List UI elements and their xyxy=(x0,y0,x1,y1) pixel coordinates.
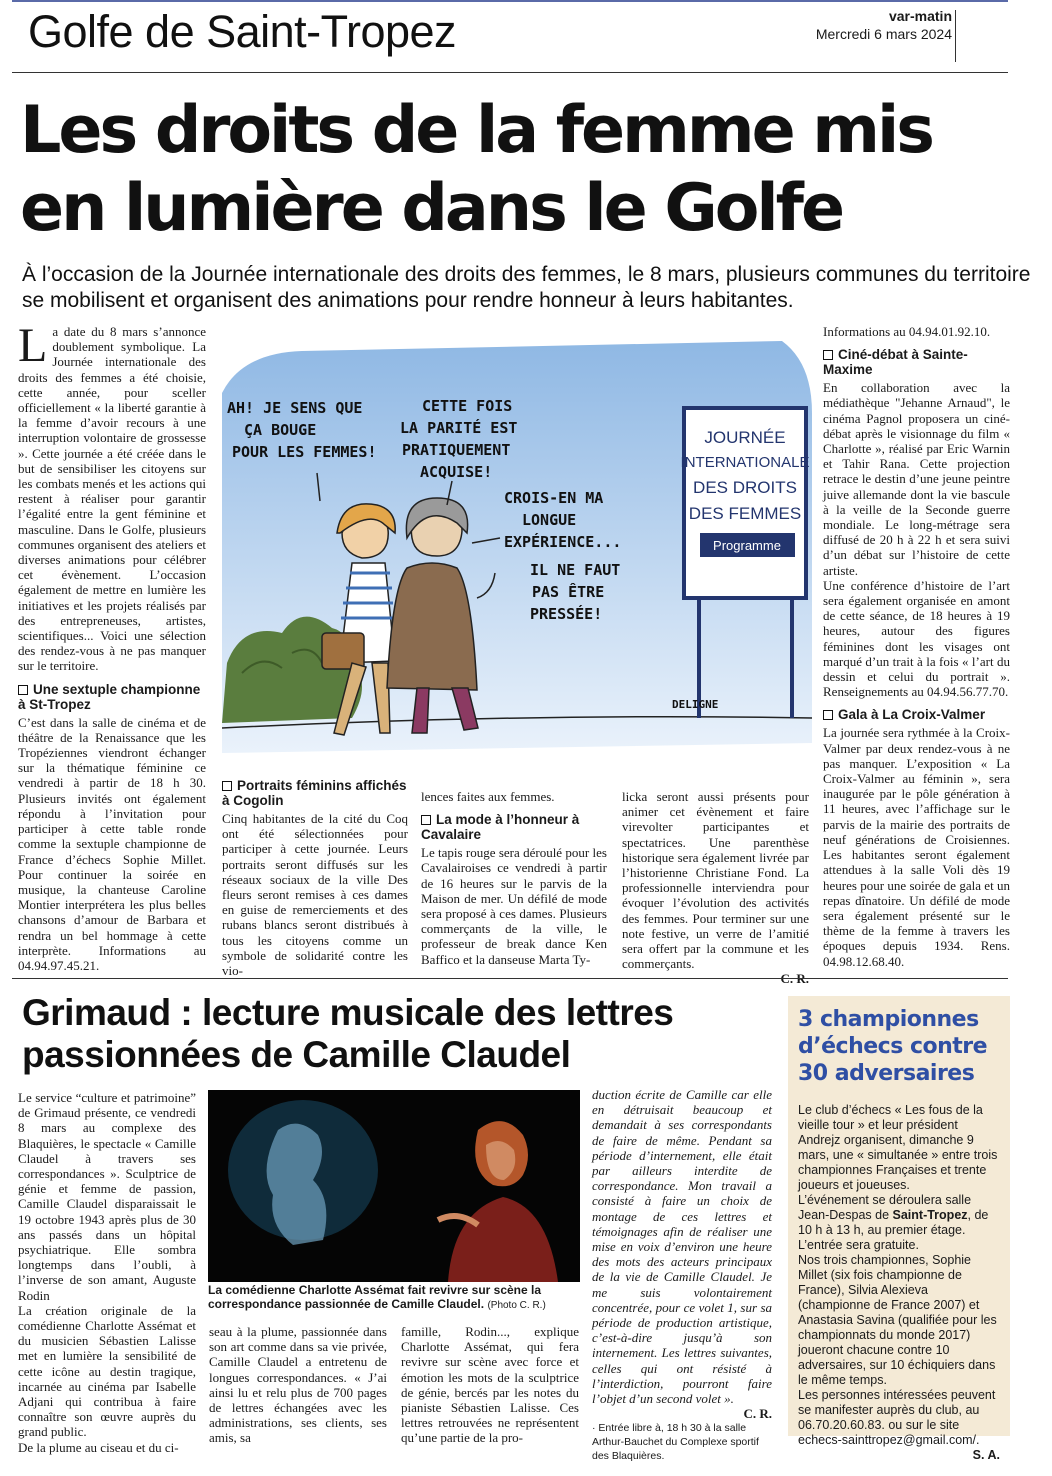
stage-photo xyxy=(208,1090,580,1282)
paragraph-cavalaire: Le tapis rouge sera déroulé pour les Cavalairoises ce vendredi à partir de 16 heures sur le parvis de la Maison de mer. Un défilé de mode sera proposé à ces dames. Plusieurs commerçants de la ville, le professeur de break dance Ken Baffico et la danseuse Marta Ty- xyxy=(421,845,607,967)
article2-paragraph-1: Le service “culture et patrimoine” de Grimaud présente, ce vendredi 8 mars au complexe des Blaquières, le spectacle « Camille Claudel à travers ses correspondances ». Sculptrice de génie et femme de passion, Camille Claudel disparaissait le 19 octobre 1943 après plus de 30 ans passés dans un hôpital psychiatrique. Elle sombra longtemps dans l’oubli, à l’inverse de son amant, Auguste Rodin xyxy=(18,1090,196,1303)
article1-column-4 xyxy=(622,789,809,987)
issue-date: Mercredi 6 mars 2024 xyxy=(815,26,952,42)
bubble-3-line-2: LONGUE xyxy=(522,511,577,529)
bubble-2-line-4: ACQUISE! xyxy=(420,463,493,481)
bubble-1-line-2: ÇA BOUGE xyxy=(244,421,317,439)
article1-column-3 xyxy=(421,789,607,967)
bubble-2-line-1: CETTE FOIS xyxy=(422,397,513,415)
second-headline xyxy=(22,992,782,1076)
bubble-3-line-1: CROIS-EN MA xyxy=(504,489,604,507)
checkbox-icon xyxy=(421,815,431,825)
info-line: Informations au 04.94.01.92.10. xyxy=(823,324,991,339)
section-rule xyxy=(12,978,1008,979)
article2-paragraph-2: La création originale de la comédienne Charlotte Assémat et du musicien Sébastien Lalisse met en lumière la sensibilité de cette icône au destin tragique, incarnée au cinéma par Isabelle Adjani qui contribua à faire connaître son œuvre auprès du grand public. xyxy=(18,1302,196,1440)
article2-column-1 xyxy=(18,1090,196,1455)
sidebar-paragraph-2: L’événement se déroulera salle Jean-Despas de Saint-Tropez, de 10 h à 13 h, au premier étage. L’entrée sera gratuite. xyxy=(798,1193,989,1252)
headline-line-2: en lumière dans le Golfe xyxy=(20,171,843,246)
subhead-saint-tropez: Une sextuple championne à St-Tropez xyxy=(18,681,201,712)
sign-line-1: JOURNÉE xyxy=(704,428,786,447)
bubble-3-line-3: EXPÉRIENCE... xyxy=(504,533,622,551)
paragraph-cogolin-end: lences faites aux femmes. xyxy=(421,789,555,804)
article1-column-5 xyxy=(823,324,1010,969)
newspaper-name: var-matin xyxy=(888,8,952,24)
subhead-cogolin: Portraits féminins affichés à Cogolin xyxy=(222,778,407,808)
paragraph-saint-tropez: C’est dans la salle de cinéma et de théâtre de la Renaissance que les Tropéziennes viendront échanger sur la thématique féminine ce vendredi à partir de 18 h 30. Plusieurs invités ont également répondu à l’invitation pour participer à cette table ronde comme la sextuple championne de France d’échecs Sophie Millet. Pour continuer la soirée en musique, la chanteuse Caroline Montier interprétera les plus belles chansons d’amour de Barbara et rendra un bel hommage à cette interprète. Informations au 04.94.97.45.21. xyxy=(18,714,206,973)
article2-paragraph-3: De la plume au ciseau et du ci- xyxy=(18,1439,179,1455)
sidebar-title: 3 championnes d’échecs contre 30 adversaires xyxy=(798,1007,988,1086)
sign-line-4: DES FEMMES xyxy=(688,504,802,523)
paragraph-cavalaire-end: licka seront aussi présents pour animer cet évènement et faire virevolter participantes et spectatrices. Une parenthèse historique sera également livrée par l’historienne Christiane Fond. La professionnelle interviendra pour évoquer l’évolution des activités des femmes. Pour terminer sur une note festive, un verre de l’amitié sera offert par la commune et les commerçants. xyxy=(622,789,809,972)
sign-line-3: DES DROITS xyxy=(693,478,797,497)
photo-caption xyxy=(208,1283,580,1313)
section-title: Golfe de Saint-Tropez xyxy=(28,6,457,57)
subhead-sainte-maxime: Ciné-débat à Sainte-Maxime xyxy=(823,347,968,378)
subhead-cavalaire: La mode à l’honneur à Cavalaire xyxy=(421,812,580,843)
article1-column-1 xyxy=(18,319,206,973)
subhead-croix-valmer: Gala à La Croix-Valmer xyxy=(823,707,1010,722)
checkbox-icon xyxy=(823,350,833,360)
top-rule xyxy=(12,0,1008,2)
paragraph-cogolin: Cinq habitantes de la cité du Coq ont été sélectionnées pour participer à cette journée. Leurs portraits seront diffusés sur les réseaux sociaux de la ville Des fleurs seront remises à ces dames en guise de remerciements et des rubans blancs seront distribués à tous les citoyens comme un symbole de solidarité contre les vio- xyxy=(222,811,408,979)
article1-column-2 xyxy=(222,774,408,978)
article2-practical-note: · Entrée libre à, 18 h 30 à la salle Arthur-Bauchet du Complexe sportif des Blaquières. xyxy=(592,1422,759,1463)
chess-sidebar xyxy=(788,996,1010,1462)
sidebar-body xyxy=(798,1103,1000,1462)
drop-cap: L xyxy=(18,319,48,372)
article2-paragraph-6: duction écrite de Camille car elle en détruisait beaucoup et demandait à ses correspondants de faire de même. Pendant sa période d’internement, elle était par ailleurs interdite de correspondance. Mon travail a consisté à faire un choix de montage de ces lettres et témoignages afin de réaliser une mise en voix d’environ une heure des mots des acteurs principaux de la vie de Camille Claudel. Je me suis volontairement concentrée, pour ce volet 1, sur sa période de production artistique, c’est-à-dire jusqu’à son internement. Les lettres suivantes, celles qui ont résisté à l’interdiction, pourront faire l’objet d’un second volet ». xyxy=(592,1087,772,1407)
standfirst: À l’occasion de la Journée internationale des droits des femmes, le 8 mars, plusieurs communes du territoire se mobilisent et organisent des animations pour rendre honneur à leurs habitantes. xyxy=(22,263,1031,312)
article1-intro: a date du 8 mars s’annonce doublement symbolique. La Journée internationale des droits des femmes a été choisie, cette année, pour sceller officiellement « la liberté garantie à la femme d’avoir recours à une interruption volontaire de grossesse ». Cette journée a été créée dans le but de sensibiliser les citoyens sur les combats menés et les actions qui restent à réaliser pour garantir l’égalité entre la gent féminine et masculine. Dans le Golfe, plusieurs communes organisent des ateliers et diverses animations pour célébrer cet évènement. L’occasion également de mettre en lumière les initiatives et les projets réalisés par des entrepreneuses, artistes, scientifiques... Voici une sélection des rendez-vous à ne pas manquer sur le territoire. xyxy=(18,324,206,674)
bubble-2-line-3: PRATIQUEMENT xyxy=(402,441,511,459)
header-rule xyxy=(12,72,1008,73)
article2-column-2 xyxy=(209,1324,387,1446)
sidebar-paragraph-3: Nos trois championnes, Sophie Millet (six fois championne de France), Silvia Alexieva (championne de France 2007) et Anastasia Savina (qualifiée pour les championnats du monde 2017) joueront chacune contre 10 adversaires, sur 10 échiquiers dans le même temps. xyxy=(798,1253,997,1387)
headline2-line-2: passionnées de Camille Claudel xyxy=(22,1034,571,1075)
headline-line-1: Les droits de la femme mis xyxy=(20,93,932,168)
sign-line-2: INTERNATIONALE xyxy=(680,454,810,471)
bubble-1-line-3: POUR LES FEMMES! xyxy=(232,443,377,461)
paragraph-sainte-maxime: En collaboration avec la médiathèque "Jehanne Arnaud", le cinéma Pagnol proposera un ciné-débat après le visionnage du film « Charlotte », réalisé par Eric Warnin et Tahir Rana. Cette projection retrace le destin d’une jeune peintre juive allemande dont la vie bascule à la veille de la Seconde guerre mondiale. Le long-métrage sera diffusé de 20 h à 22 h et sera suivi d’un débat sur l’histoire de cette artiste. xyxy=(823,380,1010,578)
checkbox-icon xyxy=(823,710,833,720)
masthead-divider xyxy=(955,10,956,62)
bubble-4-line-1: IL NE FAUT xyxy=(530,561,621,579)
bubble-2-line-2: LA PARITÉ EST xyxy=(400,419,518,437)
cartoon-illustration xyxy=(222,333,817,783)
checkbox-icon xyxy=(18,685,28,695)
sidebar-signature: S. A. xyxy=(972,1448,1000,1462)
paragraph-croix-valmer: La journée sera rythmée à la Croix-Valmer par deux rendez-vous à ne pas manquer. L’exposition « La Croix-Valmer au féminin », sera inaugurée par le pôle génération à 11 heures, avec l’affichage sur le parvis de la mairie des portraits de neuf générations de Croisiennes. Les habitantes seront également attendues à la salle Voli dès 19 heures pour une soirée de gala et un repas dînatoire. Un défilé de mode sera également présenté sur le thème de la femme à travers les époques depuis 1934. Rens. 04.98.12.68.40. xyxy=(823,725,1010,969)
article2-signature: C. R. xyxy=(743,1406,772,1422)
sign-button: Programme xyxy=(713,538,781,553)
paragraph-conference: Une conférence d’histoire de l’art sera également organisée en amont de cette séance, de 18 heures à 19 heures, autour des figures féminines dont les visages ont marqué d’un trait à la fois « l’art du dessin et celui du portrait ». Renseignements au 04.94.56.77.70. xyxy=(823,577,1010,700)
photo-credit: (Photo C. R.) xyxy=(487,1300,546,1311)
checkbox-icon xyxy=(222,781,232,791)
article2-column-3 xyxy=(401,1324,579,1446)
article2-paragraph-5: famille, Rodin..., explique Charlotte Assémat, qui fera revivre sur scène avec force et émotion les mots de la sculptrice de génie, bercés par les notes du pianiste Sébastien Lalisse. Ces lettres retrouvées ne représentent qu’une partie de la pro- xyxy=(401,1324,579,1446)
headline2-line-1: Grimaud : lecture musicale des lettres xyxy=(22,992,674,1033)
article2-paragraph-4: seau à la plume, passionnée dans son art comme dans sa vie privée, Camille Claudel a entretenu de longues correspondances. « J’ai ainsi lu et relu plus de 700 pages de lettres échangées avec les administrations, ses clients, ses amis, sa xyxy=(209,1324,387,1446)
bubble-4-line-2: PAS ÊTRE xyxy=(532,583,605,601)
caption-text: La comédienne Charlotte Assémat fait revivre sur scène la correspondance passionnée de Camille Claudel. xyxy=(208,1283,542,1311)
cartoonist-signature: DELIGNE xyxy=(672,698,719,711)
sidebar-paragraph-1: Le club d’échecs « Les fous de la vieille tour » et leur président Andrejz organisent, dimanche 9 mars, une « simultanée » entre trois championnes Françaises et trente joueurs et joueuses. xyxy=(798,1103,998,1192)
main-headline xyxy=(20,92,1030,248)
masthead xyxy=(816,8,952,42)
author-signature xyxy=(622,971,809,986)
sidebar-paragraph-4: Les personnes intéressées peuvent se manifester auprès du club, au 06.70.20.60.83. ou sur le site echecs-sainttropez@gmail.com/. S. A. xyxy=(798,1388,1000,1462)
article2-column-4 xyxy=(592,1087,772,1463)
bubble-4-line-3: PRESSÉE! xyxy=(530,605,603,623)
bubble-1-line-1: AH! JE SENS QUE xyxy=(227,399,363,417)
